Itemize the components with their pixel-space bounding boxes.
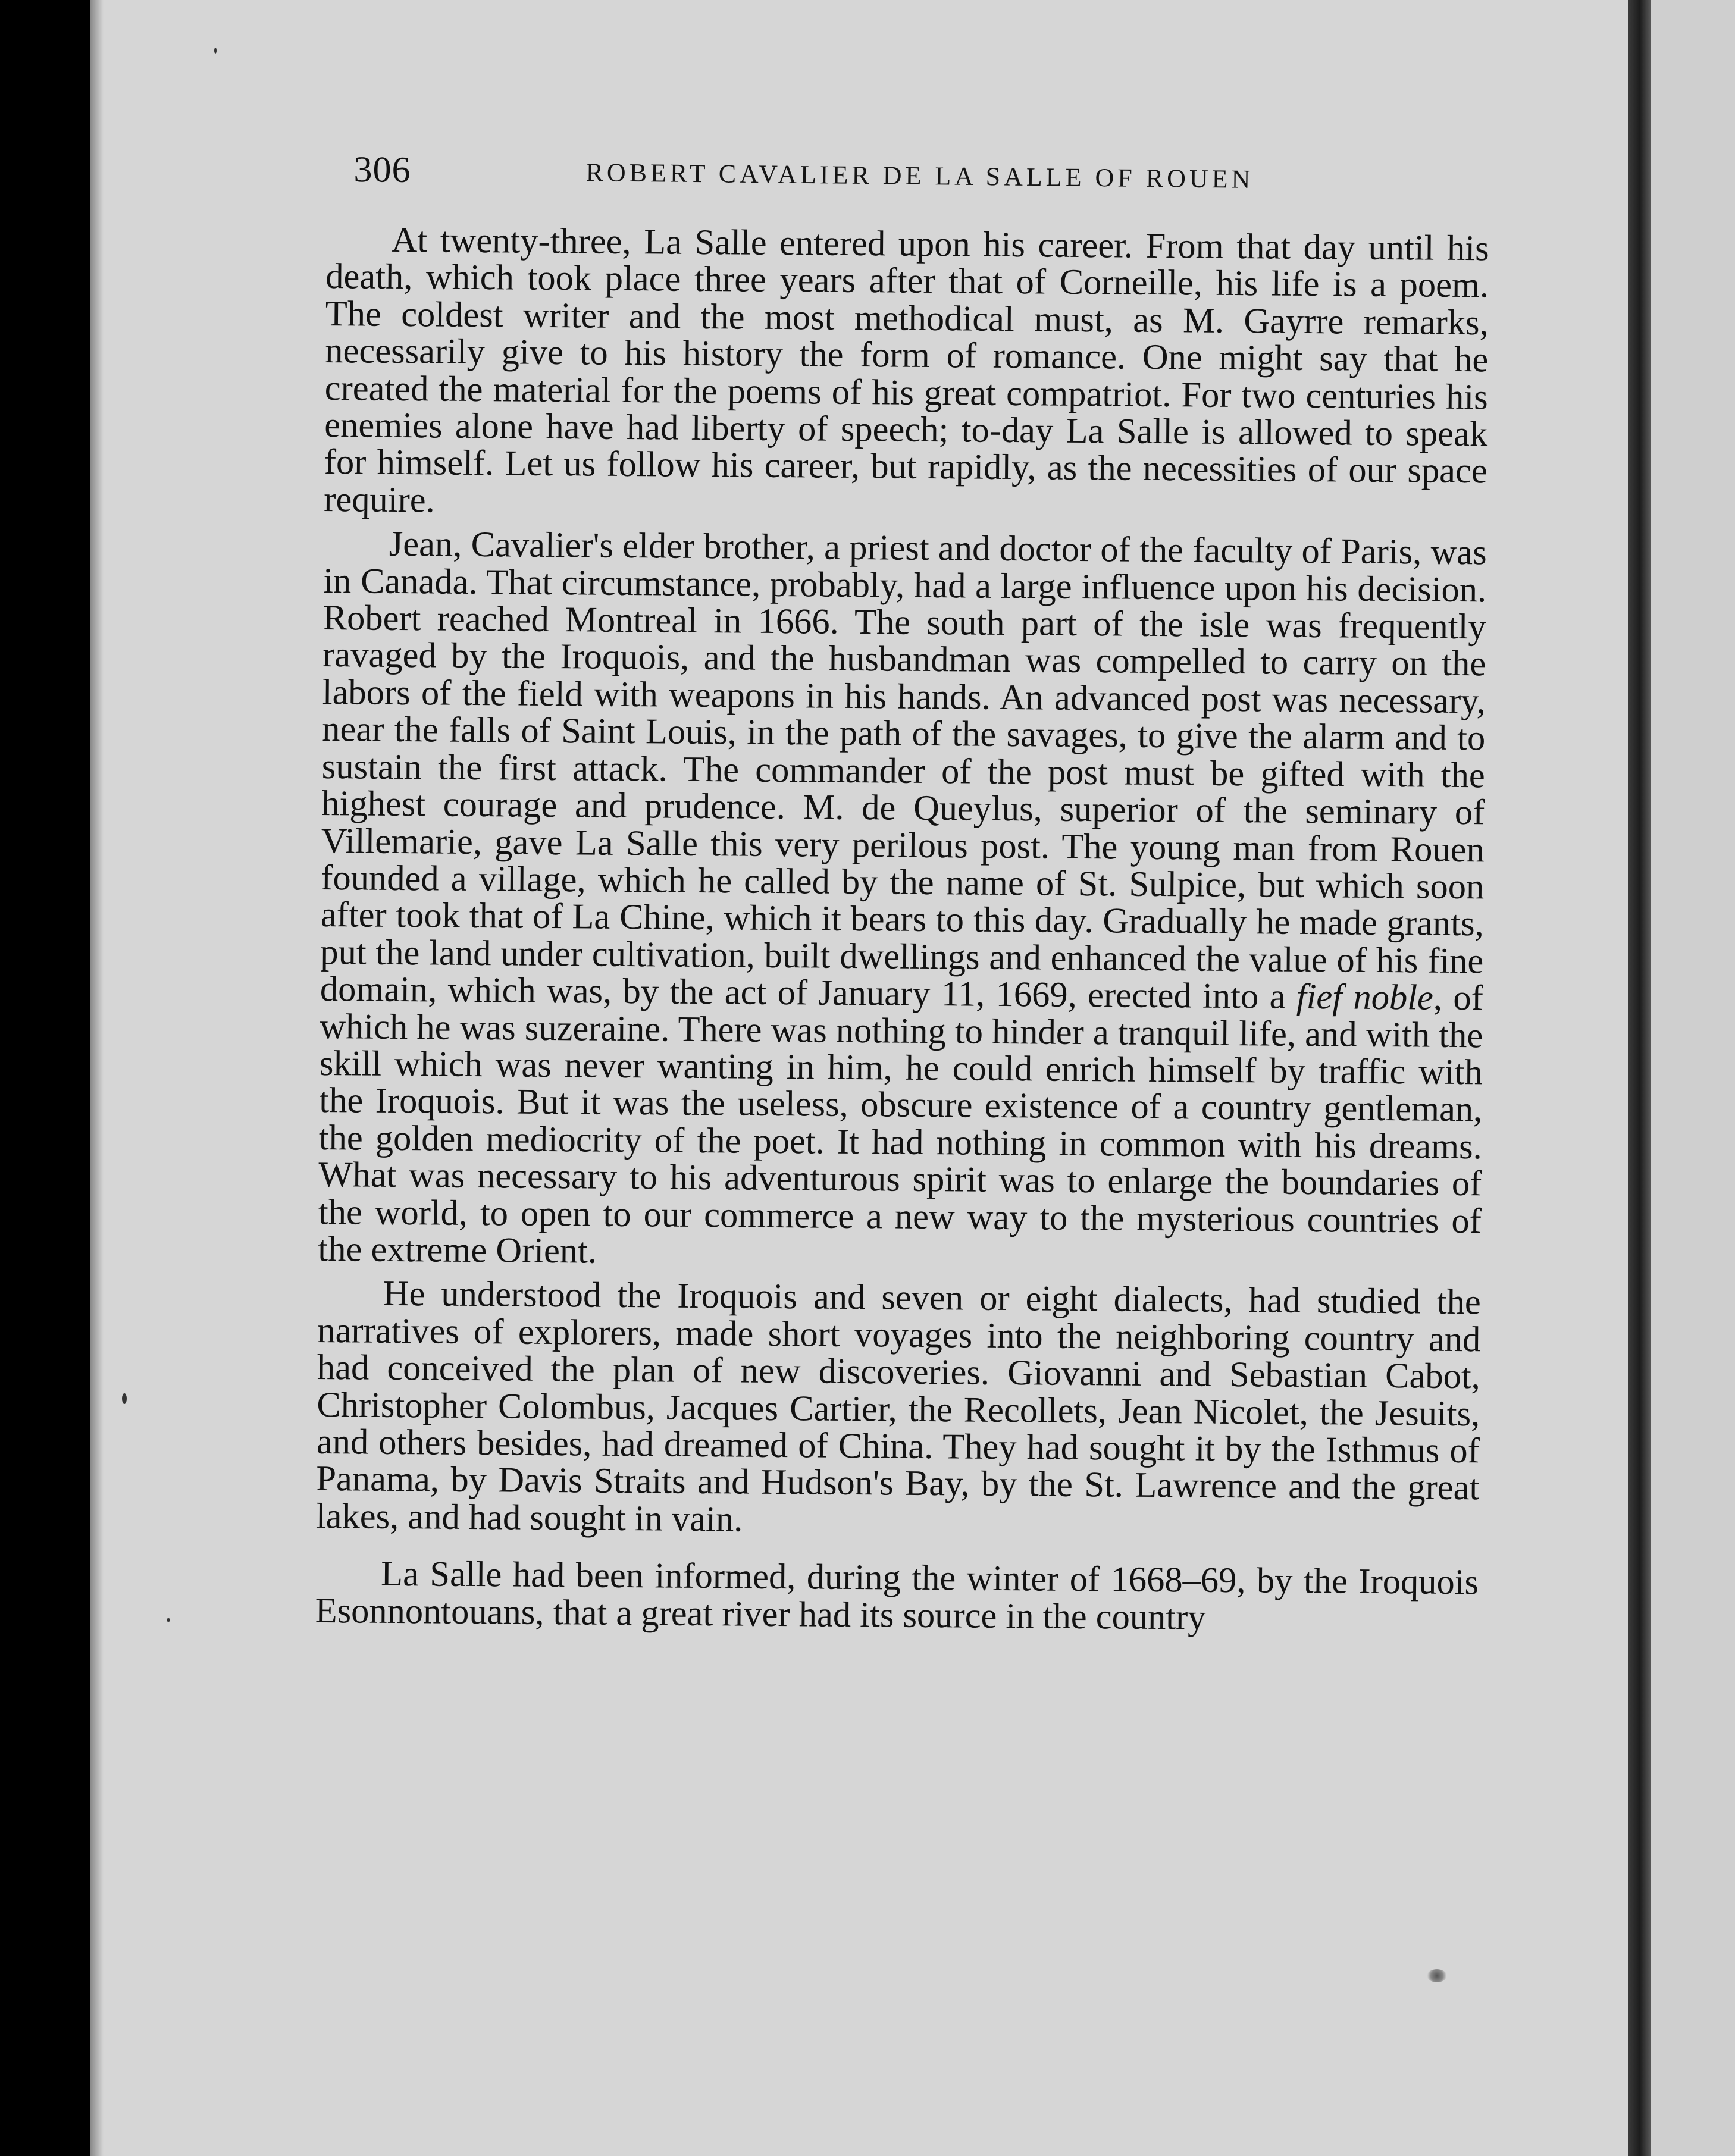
page-edge-shadow <box>90 0 104 2156</box>
paragraph-4: La Salle had been informed, during the winter of 1668–69, by the Iroquois Esonnontouans, that a great river had its source in the country <box>315 1554 1479 1638</box>
scan-speck <box>167 1618 170 1622</box>
page-number: 306 <box>353 149 411 191</box>
running-head: ROBERT CAVALIER DE LA SALLE OF ROUEN <box>585 158 1254 194</box>
paragraph-2-text-a: Jean, Cavalier's elder brother, a priest and doctor of the faculty of Paris, was in Canada. That circumstance, probably, had a large influence upon his decision. Robert reached Montreal in 1666. The south part of the isle was frequently ravaged by the Iroquois, and the husbandman was compelled to carry on the labors of the field with weapons in his hands. An advanced post was necessary, near the falls of Saint Louis, in the path of the savages, to give the alarm and to sustain the first attack. The commander of the post must be gifted with the highest courage and prudence. M. de Queylus, superior of the seminary of Villemarie, gave La Salle this very perilous post. The young man from Rouen founded a village, which he called by the name of St. Sulpice, but which soon after took that of La Chine, which it bears to this day. Gradually he made grants, put the land under cultivation, built dwellings and enhanced the value of his fine domain, which was, by the act of January 11, 1669, erected into a <box>320 524 1487 1017</box>
facing-page-edge <box>1651 0 1735 2156</box>
paragraph-2-text-b: , of which he was suzeraine. There was nothing to hinder a tranquil life, and with the skill which was never wanting in him, he could enrich himself by traffic with the Iroquois. But it was the useless, obscure existence of a country gentleman, the golden mediocrity of the poet. It had nothing in common with his dreams. What was necessary to his adventurous spirit was to enlarge the boundaries of the world, to open to our commerce a new way to the mysterious countries of the extreme Orient. <box>318 977 1484 1271</box>
scan-speck <box>214 48 217 54</box>
paragraph-2-italic-term: fief noble <box>1296 976 1434 1018</box>
paragraph-3: He understood the Iroquois and seven or eight dialects, had studied the narratives of explorers, made short voyages into the neighboring country and had conceived the plan of new discoveries. Giovanni and Sebastian Cabot, Christopher Colombus, Jacques Cartier, the Recollets, Jean Nicolet, the Jesuits, and others besides, had dreamed of China. They had sought it by the Isthmus of Panama, by Davis Straits and Hudson's Bay, by the St. Lawrence and the great lakes, and had sought in vain. <box>315 1274 1482 1540</box>
scan-speck <box>122 1393 127 1404</box>
book-gutter <box>1628 0 1651 2156</box>
body-text <box>315 221 1489 1638</box>
scan-smudge <box>1427 1969 1447 1982</box>
paragraph-2 <box>318 525 1487 1277</box>
paragraph-1: At twenty-three, La Salle entered upon his career. From that day until his death, which took place three years after that of Corneille, his life is a poem. The coldest writer and the most methodical must, as M. Gayrre remarks, necessarily give to his history the form of romance. One might say that he created the material for the poems of his great compatriot. For two centuries his enemies alone have had liberty of speech; to-day La Salle is allowed to speak for himself. Let us follow his career, but rapidly, as the necessities of our space require. <box>324 220 1489 521</box>
